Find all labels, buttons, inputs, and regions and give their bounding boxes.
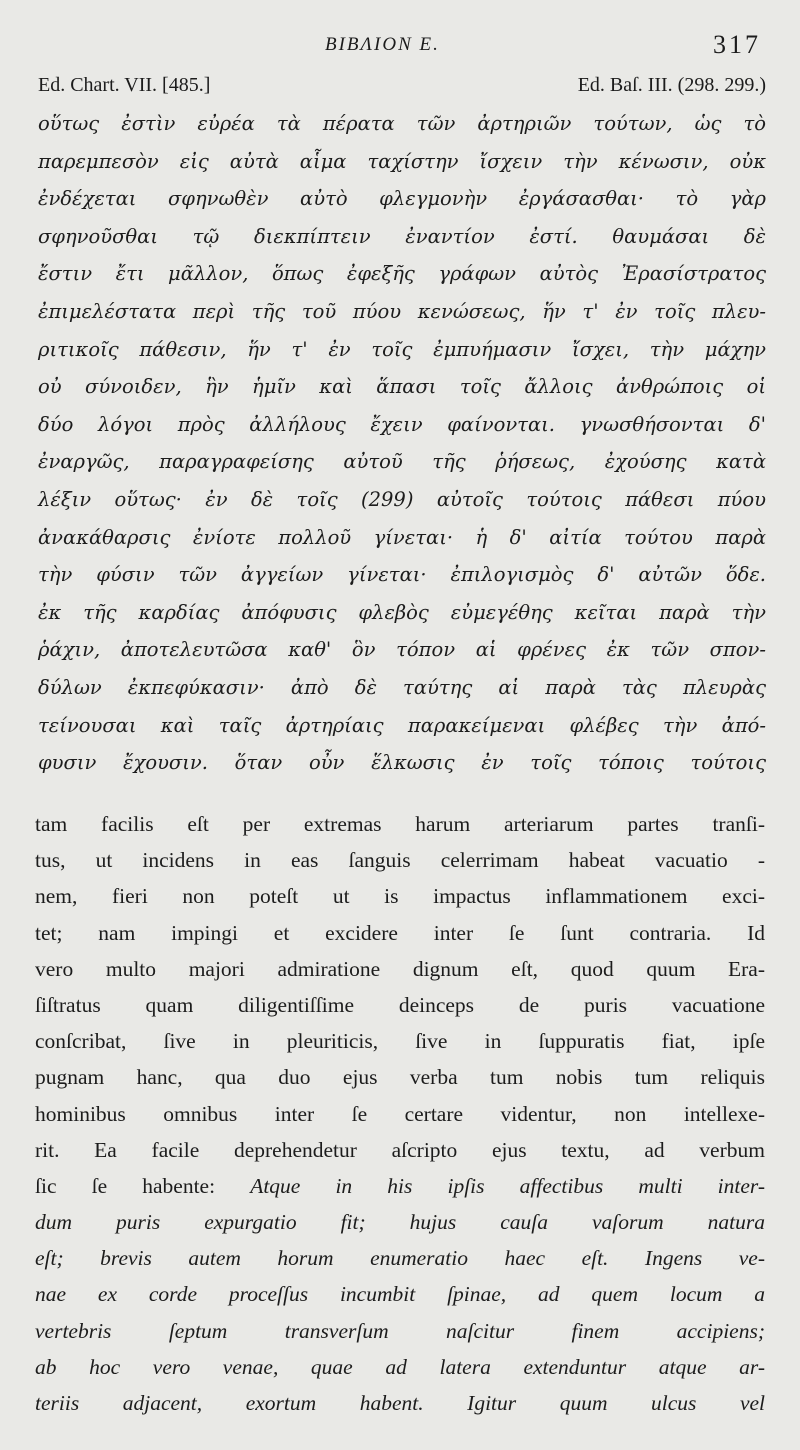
greek-line-text: ἐκ τῆς καρδίας ἀπόφυσις φλεβὸς εὐμεγέθης κεῖται παρὰ τὴν	[38, 600, 766, 624]
latin-text-line	[35, 878, 765, 914]
latin-italic-run: nae ex corde proceſſus incumbit ſpinae, ad quem locum a	[35, 1282, 765, 1307]
latin-line-text	[35, 1132, 765, 1168]
latin-line-text	[35, 1096, 765, 1132]
greek-line-text: ἐνδέχεται σφηνωθὲν αὐτὸ φλεγμονὴν ἐργάσασθαι· τὸ γὰρ	[38, 187, 766, 211]
latin-roman-run: ſiſtratus quam diligentiſſime deinceps de puris vacuatione	[35, 992, 765, 1017]
greek-text-line	[38, 519, 766, 557]
latin-text-line	[35, 915, 765, 951]
latin-italic-run: teriis adjacent, exortum habent.	[35, 1391, 424, 1415]
greek-text-line	[38, 669, 766, 707]
greek-text-line	[38, 255, 766, 293]
latin-italic-run: ab hoc vero venae, quae ad latera extenduntur atque ar-	[35, 1354, 765, 1379]
latin-text-line	[35, 1349, 765, 1385]
latin-line-text	[35, 1349, 765, 1385]
greek-text-line	[38, 105, 766, 143]
greek-line-text: οὕτως ἐστὶν εὐρέα τὰ πέρατα τῶν ἀρτηριῶν τούτων, ὡς τὸ	[38, 112, 766, 135]
latin-line-text	[35, 1313, 765, 1349]
latin-italic-run: eſt; brevis autem horum enumeratio haec eſt. Ingens ve-	[35, 1246, 765, 1271]
latin-text-line	[35, 987, 765, 1023]
latin-roman-run: vero multo majori admiratione dignum eſt, quod quum Era-	[35, 956, 765, 981]
latin-line-text	[35, 951, 765, 987]
greek-text-line	[38, 443, 766, 481]
latin-text-line	[35, 1096, 765, 1132]
greek-line-text: ῥάχιν, ἀποτελευτῶσα καθ' ὃν τόπον αἱ φρένες ἐκ τῶν σπον-	[38, 638, 766, 662]
latin-roman-run: pugnam hanc, qua duo ejus verba tum nobis tum reliquis	[35, 1065, 765, 1090]
greek-text-line	[38, 481, 766, 519]
greek-line-text: ἐπιμελέστατα περὶ τῆς τοῦ πύου κενώσεως, ἥν τ' ἐν τοῖς πλευ-	[38, 299, 766, 323]
latin-roman-run: rit. Ea facile deprehendetur aſcripto ejus textu, ad verbum	[35, 1137, 765, 1162]
greek-line-text: δύλων ἐκπεφύκασιν· ἀπὸ δὲ ταύτης αἱ παρὰ τὰς πλευρὰς	[38, 675, 766, 699]
latin-text-line	[35, 1385, 765, 1421]
greek-line-text: παρεμπεσὸν εἰς αὐτὰ αἷμα ταχίστην ἴσχειν τὴν κένωσιν, οὐκ	[38, 149, 766, 173]
latin-roman-run: tet; nam impingi et excidere inter ſe ſunt contraria. Id	[35, 920, 765, 945]
greek-text-line	[38, 218, 766, 256]
latin-text-line	[35, 1023, 765, 1059]
greek-line-text: ἔστιν ἔτι μᾶλλον, ὅπως ἐφεξῆς γράφων αὐτὸς Ἐρασίστρατος	[38, 262, 766, 286]
greek-text-line	[38, 594, 766, 632]
latin-roman-run: conſcribat, ſive in pleuriticis, ſive in ſuppuratis fiat, ipſe	[35, 1029, 765, 1054]
latin-italic-run: Atque in his ipſis affectibus multi inter-	[250, 1173, 765, 1198]
running-head	[0, 30, 800, 64]
latin-line-text	[35, 1276, 765, 1312]
latin-roman-run: nem, fieri non poteſt ut is impactus inflammationem exci-	[35, 884, 765, 909]
latin-line-text	[35, 842, 765, 878]
greek-text-line	[38, 143, 766, 181]
latin-italic-run: vertebris ſeptum transverſum naſcitur finem accipiens;	[35, 1318, 765, 1343]
latin-roman-run: ſic ſe habente:	[35, 1173, 216, 1198]
latin-line-text	[35, 1240, 765, 1276]
greek-text-line	[38, 180, 766, 218]
greek-line-text: τὴν φύσιν τῶν ἀγγείων γίνεται· ἐπιλογισμὸς δ' αὐτῶν ὅδε.	[38, 563, 766, 587]
latin-line-text	[35, 1023, 765, 1059]
greek-text-line	[38, 631, 766, 669]
latin-line-text	[35, 1204, 765, 1240]
latin-text-line	[35, 951, 765, 987]
latin-italic-run: Igitur quum ulcus vel	[467, 1391, 766, 1415]
greek-text-line	[38, 293, 766, 331]
greek-line-text: φυσιν ἔχουσιν. ὅταν οὖν ἕλκωσις ἐν τοῖς τόποις τούτοις	[38, 751, 766, 775]
latin-text-block	[35, 806, 765, 1421]
greek-line-text: ἀνακάθαρσις ἐνίοτε πολλοῦ γίνεται· ἡ δ' αἰτία τούτου παρὰ	[38, 525, 766, 549]
edition-reference-chartier: Ed. Chart. VII. [485.]	[38, 74, 211, 96]
greek-text-line	[38, 368, 766, 406]
latin-roman-run: tam facilis eſt per extremas harum arteriarum partes tranſi-	[35, 812, 765, 836]
latin-line-text	[35, 878, 765, 914]
latin-text-line	[35, 1240, 765, 1276]
greek-line-text: δύο λόγοι πρὸς ἀλλήλους ἔχειν φαίνονται. γνωσθήσονται δ'	[38, 412, 766, 436]
latin-line-text	[35, 987, 765, 1023]
greek-line-text: τείνουσαι καὶ ταῖς ἀρτηρίαις παρακείμεναι φλέβες τὴν ἀπό-	[38, 713, 766, 737]
latin-text-line	[35, 1204, 765, 1240]
latin-line-text	[35, 1168, 765, 1204]
greek-text-line	[38, 406, 766, 444]
greek-line-text: σφηνοῦσθαι τῷ διεκπίπτειν ἐναντίον ἐστί. θαυμάσαι δὲ	[38, 224, 766, 248]
greek-text-line	[38, 744, 766, 782]
latin-line-text	[35, 1059, 765, 1095]
greek-line-text: λέξιν οὕτως· ἐν δὲ τοῖς (299) αὐτοῖς τούτοις πάθεσι πύου	[38, 487, 766, 511]
latin-line-text	[35, 1385, 765, 1421]
greek-text-block	[38, 105, 766, 782]
edition-reference-basel: Ed. Baſ. III. (298. 299.)	[577, 74, 766, 96]
edition-references	[0, 74, 800, 102]
latin-text-line	[35, 1313, 765, 1349]
latin-text-line	[35, 1132, 765, 1168]
greek-text-line	[38, 331, 766, 369]
latin-text-line	[35, 1276, 765, 1312]
latin-text-line	[35, 842, 765, 878]
latin-italic-run: dum puris expurgatio fit; hujus cauſa vaſorum natura	[35, 1210, 765, 1235]
greek-line-text: ριτικοῖς πάθεσιν, ἥν τ' ἐν τοῖς ἐμπυήμασιν ἴσχει, τὴν μάχην	[38, 337, 766, 361]
latin-line-text	[35, 915, 765, 951]
greek-line-text: ἐναργῶς, παραγραφείσης αὐτοῦ τῆς ῥήσεως, ἐχούσης κατὰ	[38, 450, 766, 474]
latin-text-line	[35, 1059, 765, 1095]
latin-roman-run: hominibus omnibus inter ſe certare videntur, non intellexe-	[35, 1101, 765, 1126]
latin-roman-run: tus, ut incidens in eas ſanguis celerrimam habeat vacuatio -	[35, 848, 765, 873]
greek-text-line	[38, 556, 766, 594]
book-title: BIBΛΙΟΝ Ε.	[325, 34, 440, 55]
page-number: 317	[713, 30, 761, 59]
greek-text-line	[38, 707, 766, 745]
latin-line-text	[35, 806, 765, 842]
latin-text-line	[35, 806, 765, 842]
greek-line-text: οὐ σύνοιδεν, ἣν ἡμῖν καὶ ἅπασι τοῖς ἄλλοις ἀνθρώποις οἱ	[38, 375, 766, 399]
latin-text-line	[35, 1168, 765, 1204]
